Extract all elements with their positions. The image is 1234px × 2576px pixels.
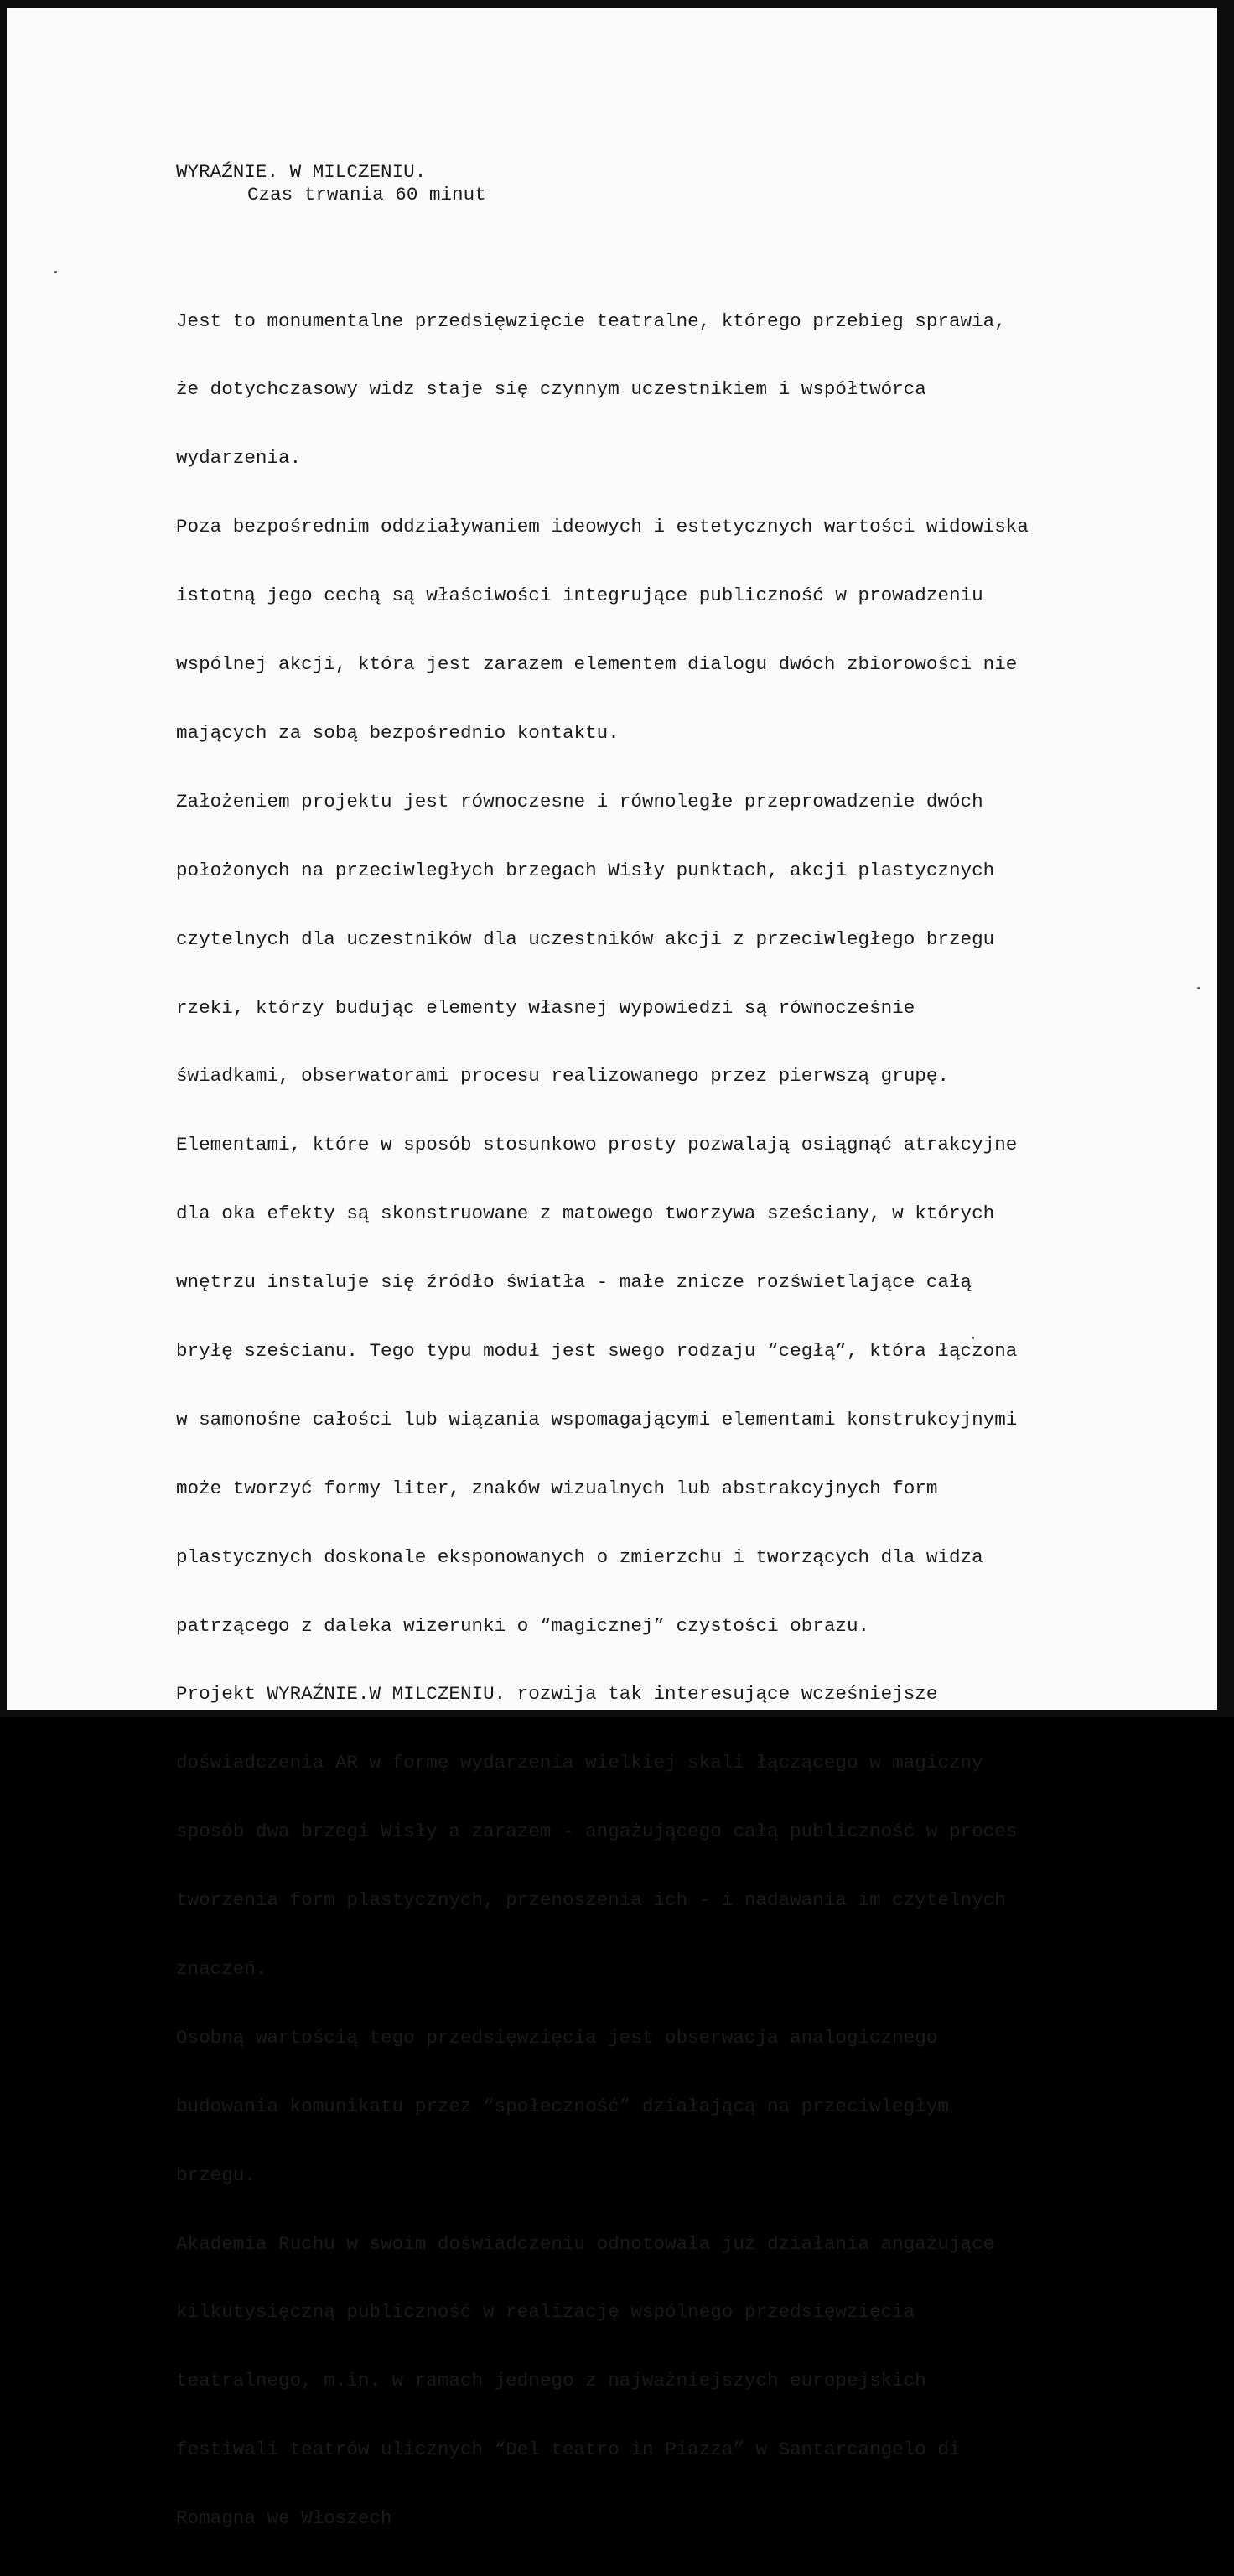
body-line: znaczeń. (176, 1957, 267, 1980)
body-line: patrzącego z daleka wizerunki o “magicznej” czystości obrazu. (176, 1614, 870, 1637)
body-line: w samonośne całości lub wiązania wspomagającymi elementami konstrukcyjnymi (176, 1408, 1018, 1431)
body-line: wnętrzu instaluje się źródło światła - małe znicze rozświetlające całą (176, 1271, 972, 1294)
body-line: Elementami, które w sposób stosunkowo prosty pozwalają osiągnąć atrakcyjne (176, 1134, 1018, 1156)
body-line: że dotychczasowy widz staje się czynnym uczestnikiem i współtwórca (176, 378, 926, 401)
body-line: doświadczenia AR w formę wydarzenia wielkiej skali łączącego w magiczny (176, 1752, 983, 1774)
body-line: kilkutysięczną publiczność w realizację wspólnego przedsięwzięcia (176, 2301, 915, 2324)
body-line: Romagna we Włoszech (176, 2507, 392, 2530)
body-line: Jest to monumentalne przedsięwzięcie teatralne, którego przebieg sprawia, (176, 309, 1006, 332)
document-body (176, 264, 1029, 2576)
body-line: może tworzyć formy liter, znaków wizualnych lub abstrakcyjnych form (176, 1477, 938, 1499)
body-line: brzegu. (176, 2163, 256, 2186)
body-line: Projekt WYRAŹNIE.W MILCZENIU. rozwija tak interesujące wcześniejsze (176, 1683, 938, 1706)
body-line: plastycznych doskonale eksponowanych o zmierzchu i tworzących dla widza (176, 1545, 983, 1568)
body-line: wydarzenia. (176, 447, 302, 470)
body-line: istotną jego cechą są właściwości integrujące publiczność w prowadzeniu (176, 584, 983, 607)
body-line: teatralnego, m.in. w ramach jednego z najważniejszych europejskich (176, 2370, 926, 2392)
body-line: Akademia Ruchu w swoim doświadczeniu odnotowała już działania angażujące (176, 2232, 995, 2255)
body-line: położonych na przeciwległych brzegach Wisły punktach, akcji plastycznych (176, 859, 995, 881)
paper-speck (1197, 987, 1200, 989)
body-line: Osobną wartością tego przedsięwzięcia jest obserwacja analogicznego (176, 2026, 938, 2049)
body-line: mających za sobą bezpośrednio kontaktu. (176, 721, 620, 744)
body-line: sposób dwa brzegi Wisły a zarazem - angażującego całą publiczność w proces (176, 1820, 1018, 1843)
body-line: Założeniem projektu jest równoczesne i równoległe przeprowadzenie dwóch (176, 790, 983, 813)
body-line: rzeki, którzy budując elementy własnej wypowiedzi są równocześnie (176, 996, 915, 1019)
body-line: czytelnych dla uczestników dla uczestników akcji z przeciwległego brzegu (176, 927, 995, 950)
body-line: festiwali teatrów ulicznych “Del teatro in Piazza” w Santarcangelo di (176, 2438, 961, 2461)
body-line: bryłę sześcianu. Tego typu moduł jest swego rodzaju “cegłą”, która łączona (176, 1339, 1018, 1362)
typewritten-text (7, 8, 1217, 2530)
body-line: Poza bezpośrednim oddziaływaniem ideowych i estetycznych wartości widowiska (176, 516, 1029, 538)
body-line: wspólnej akcji, która jest zarazem elementem dialogu dwóch zbiorowości nie (176, 653, 1018, 676)
body-line: świadkami, obserwatorami procesu realizowanego przez pierwszą grupę. (176, 1065, 949, 1088)
body-line: budowania komunikatu przez “społeczność” działającą na przeciwległym (176, 2095, 949, 2117)
paper-speck (972, 1337, 974, 1339)
paper-speck (54, 271, 57, 273)
body-line: dla oka efekty są skonstruowane z matowego tworzywa sześciany, w których (176, 1202, 995, 1225)
document-title: WYRAŹNIE. W MILCZENIU. (176, 161, 427, 183)
body-line: tworzenia form plastycznych, przenoszenia ich - i nadawania im czytelnych (176, 1889, 1006, 1912)
document-page (7, 8, 1217, 2530)
document-subtitle: Czas trwania 60 minut (247, 184, 486, 205)
